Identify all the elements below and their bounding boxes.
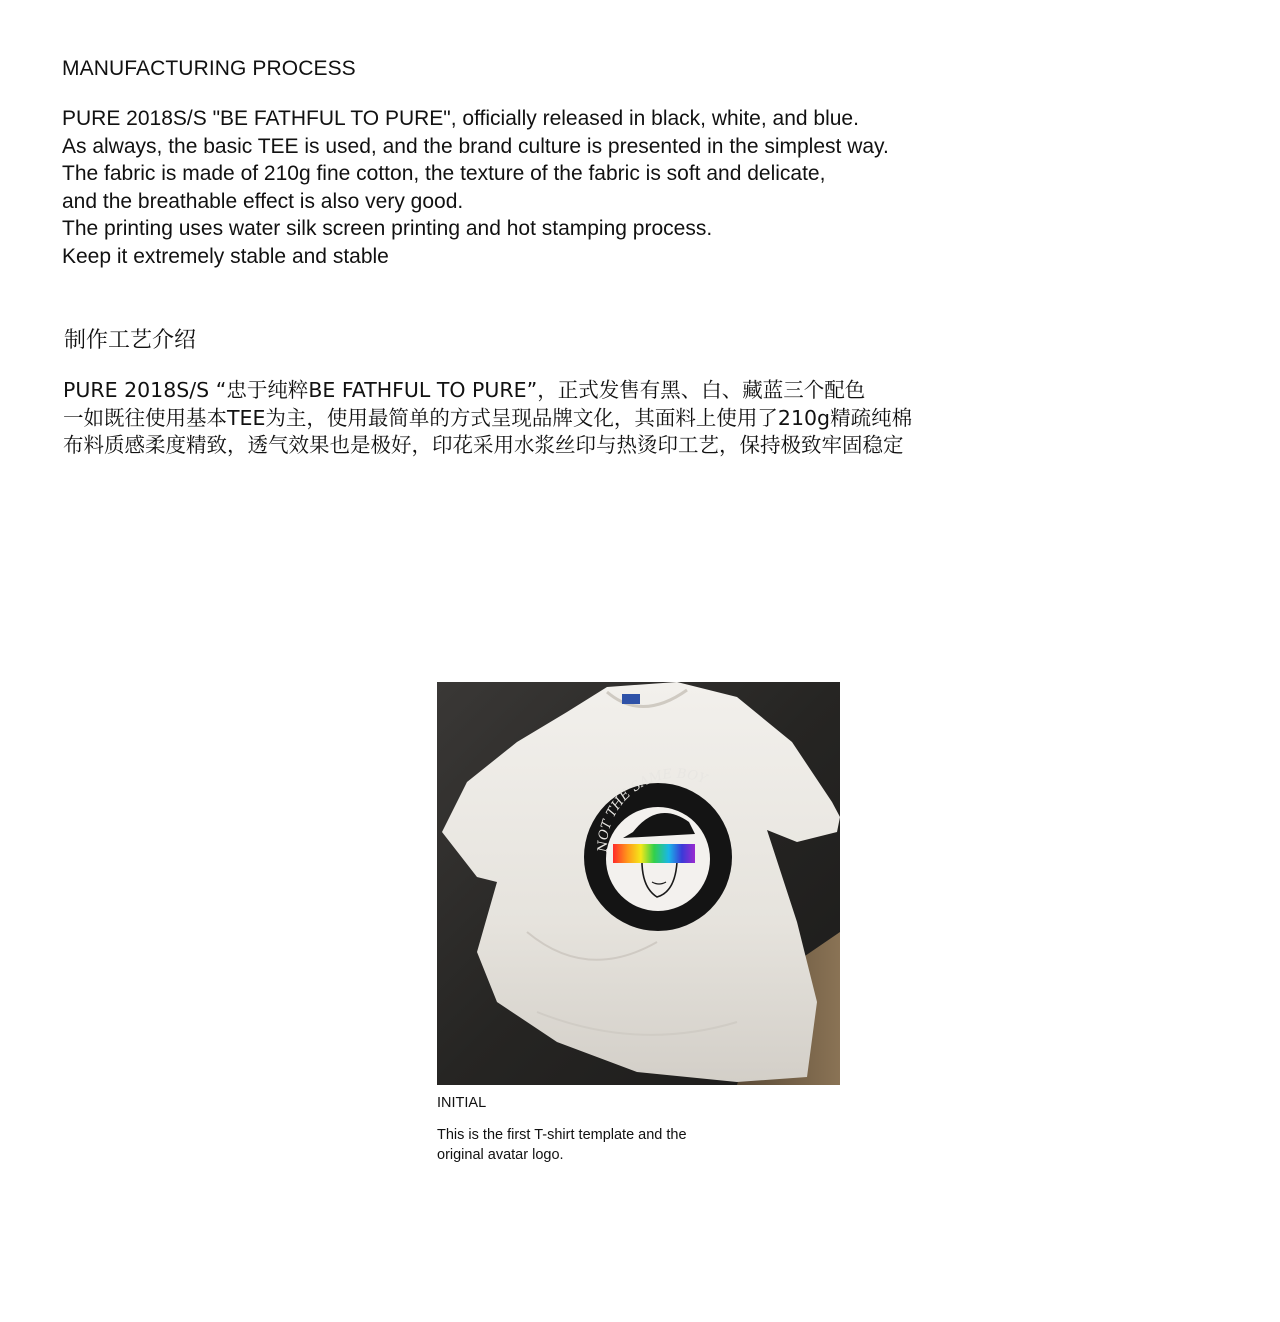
paragraph-en-line: Keep it extremely stable and stable — [62, 244, 389, 268]
paragraph-en-line: The fabric is made of 210g fine cotton, the texture of the fabric is soft and delicate, — [62, 162, 826, 186]
caption-line: original avatar logo. — [437, 1146, 564, 1163]
paragraph-cn-line: 一如既往使用基本TEE为主，使用最简单的方式呈现品牌文化，其面料上使用了210g精疏纯棉 — [63, 405, 913, 430]
caption-line: This is the first T-shirt template and the — [437, 1127, 687, 1143]
manufacturing-process-paragraph-cn — [63, 377, 912, 460]
caption-text — [437, 1126, 737, 1165]
paragraph-en-line: PURE 2018S/S "BE FATHFUL TO PURE", officially released in black, white, and blue. — [62, 107, 859, 130]
collar-label — [622, 694, 640, 704]
tshirt-photo — [437, 682, 840, 1085]
paragraph-en-line: The printing uses water silk screen printing and hot stamping process. — [62, 217, 713, 241]
paragraph-cn-line: PURE 2018S/S “忠于纯粹BE FATHFUL TO PURE”，正式发售有黑、白、藏蓝三个配色 — [63, 378, 866, 402]
manufacturing-process-paragraph-en — [62, 105, 889, 271]
paragraph-cn-line: 布料质感柔度精致，透气效果也是极好，印花采用水浆丝印与热烫印工艺，保持极致牢固稳定 — [63, 433, 904, 457]
paragraph-en-line: and the breathable effect is also very good. — [62, 189, 464, 213]
manufacturing-process-heading-cn: 制作工艺介绍 — [64, 328, 197, 353]
logo-rainbow-bar — [613, 844, 695, 863]
caption-title: INITIAL — [437, 1095, 487, 1111]
paragraph-en-line: As always, the basic TEE is used, and the brand culture is presented in the simplest way. — [62, 134, 889, 158]
logo-arc-text: NOT THE SAME BOY — [595, 766, 709, 853]
manufacturing-process-heading: MANUFACTURING PROCESS — [62, 57, 356, 80]
